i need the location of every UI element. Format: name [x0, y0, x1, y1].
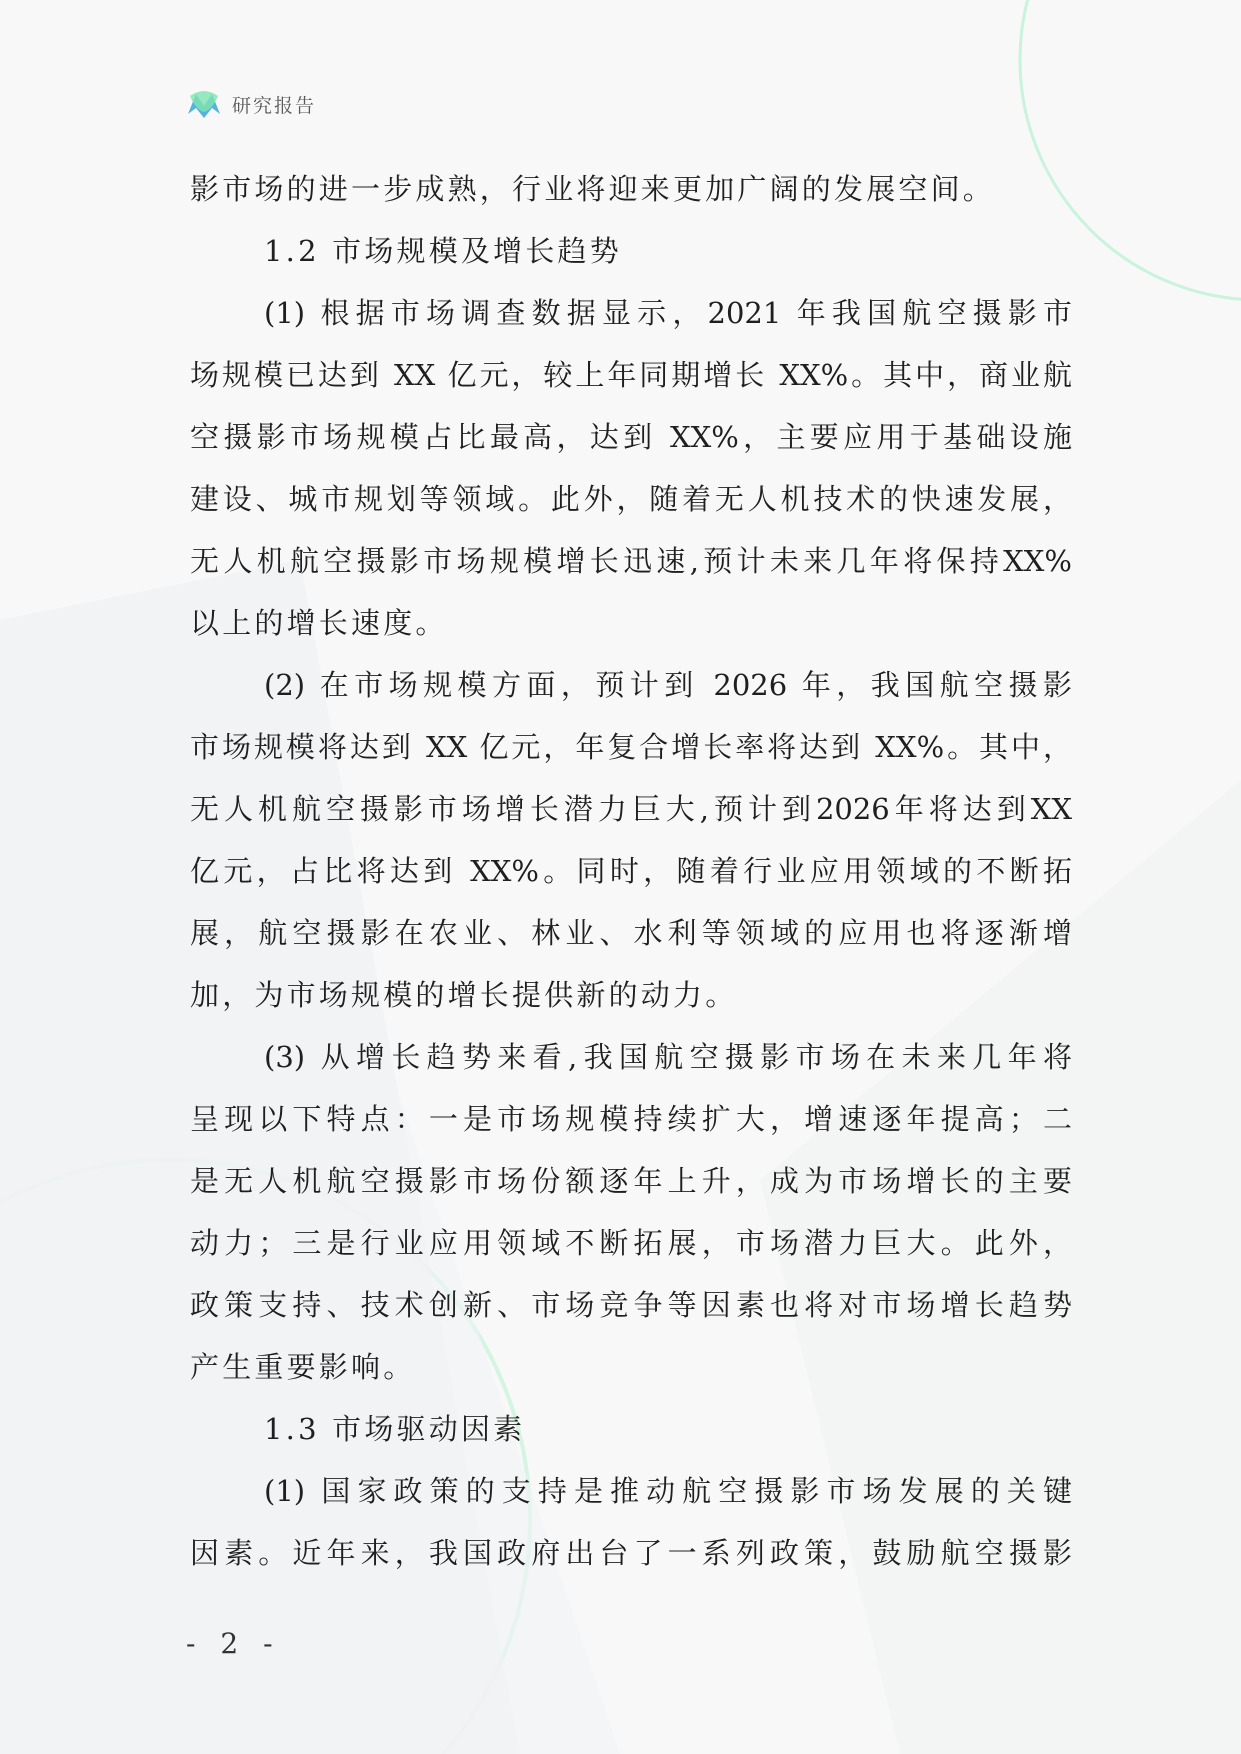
- text-line: 无人机航空摄影市场增长潜力巨大,预计到2026年将达到XX: [190, 792, 1072, 826]
- document-body: [190, 158, 1072, 1584]
- text-line: 产生重要影响。: [190, 1350, 416, 1384]
- text-line: (1) 国家政策的支持是推动航空摄影市场发展的关键: [264, 1474, 1072, 1508]
- text-line: 亿元，占比将达到 XX%。同时，随着行业应用领域的不断拓: [190, 854, 1072, 888]
- text-line: 加，为市场规模的增长提供新的动力。: [190, 978, 738, 1012]
- text-line: 是无人机航空摄影市场份额逐年上升，成为市场增长的主要: [190, 1164, 1072, 1198]
- text-line: 以上的增长速度。: [190, 606, 448, 640]
- text-line: 市场规模将达到 XX 亿元，年复合增长率将达到 XX%。其中，: [190, 730, 1072, 764]
- text-line: 建设、城市规划等领域。此外，随着无人机技术的快速发展，: [190, 482, 1072, 516]
- header-title: 研究报告: [232, 94, 317, 117]
- text-line: 1.3 市场驱动因素: [264, 1412, 526, 1446]
- text-line: 政策支持、技术创新、市场竞争等因素也将对市场增长趋势: [190, 1288, 1072, 1322]
- page-number: - 2 -: [186, 1627, 281, 1660]
- text-line: (2) 在市场规模方面，预计到 2026 年，我国航空摄影: [264, 668, 1072, 702]
- text-line: 场规模已达到 XX 亿元，较上年同期增长 XX%。其中，商业航: [190, 358, 1072, 392]
- text-line: (1) 根据市场调查数据显示，2021 年我国航空摄影市: [264, 296, 1072, 330]
- text-line: 呈现以下特点：一是市场规模持续扩大，增速逐年提高；二: [190, 1102, 1072, 1136]
- text-line: 无人机航空摄影市场规模增长迅速,预计未来几年将保持XX%: [190, 544, 1072, 578]
- text-line: 空摄影市场规模占比最高，达到 XX%，主要应用于基础设施: [190, 420, 1072, 454]
- text-line: 动力；三是行业应用领域不断拓展，市场潜力巨大。此外，: [190, 1226, 1072, 1260]
- text-line: 1.2 市场规模及增长趋势: [264, 234, 622, 268]
- text-line: 影市场的进一步成熟，行业将迎来更加广阔的发展空间。: [190, 172, 996, 206]
- document-header: [186, 86, 316, 122]
- text-line: 展，航空摄影在农业、林业、水利等领域的应用也将逐渐增: [190, 916, 1072, 950]
- text-line: 因素。近年来，我国政府出台了一系列政策，鼓励航空摄影: [190, 1536, 1072, 1570]
- text-line: (3) 从增长趋势来看,我国航空摄影市场在未来几年将: [264, 1040, 1072, 1074]
- brand-logo-icon: [186, 88, 222, 120]
